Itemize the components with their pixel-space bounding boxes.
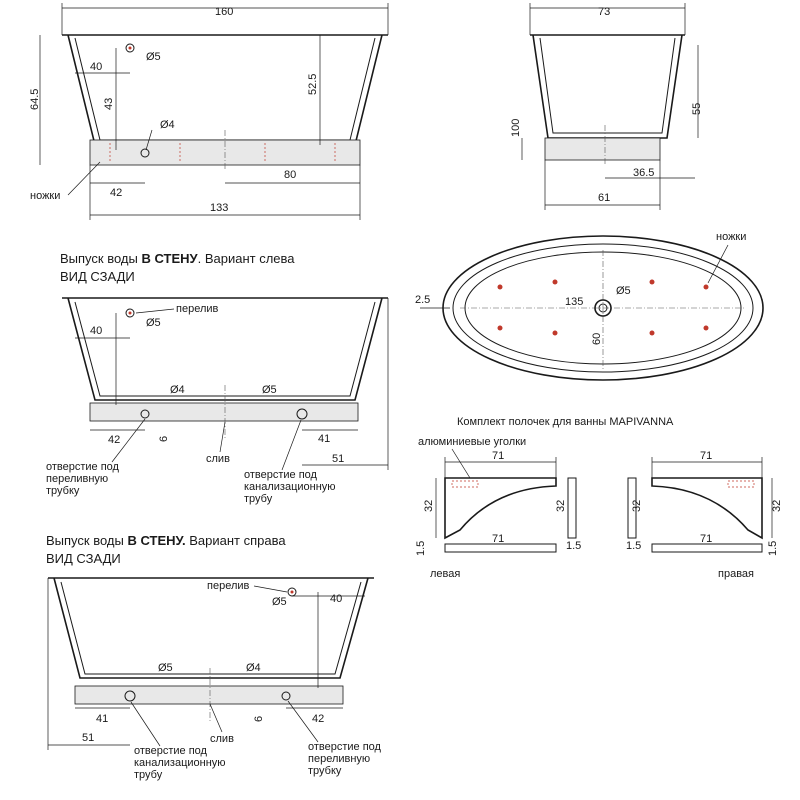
shelf-right-dim-thick-left: 1.5 <box>626 540 642 552</box>
left-label-sewer-pipe: отверстие под канализационную трубу <box>244 469 336 505</box>
left-subheading: ВИД СЗАДИ <box>60 269 135 284</box>
front-dim-height: 64.5 <box>29 88 41 110</box>
front-dim-total-width: 160 <box>215 6 234 18</box>
top-dim-drain-diam: Ø5 <box>616 285 631 297</box>
shelf-left-side <box>568 478 576 538</box>
side-dim-bottom-width: 61 <box>598 192 611 204</box>
shelf-left-dim-thick-right: 1.5 <box>566 540 582 552</box>
shelf-left-dim-side-height: 32 <box>555 499 567 512</box>
top-dim-width: 60 <box>591 332 603 345</box>
front-dim-inner-height: 52.5 <box>307 73 319 95</box>
left-dim-41: 41 <box>318 433 331 445</box>
left-dim-overflow-offset: 40 <box>90 325 103 337</box>
right-tub-base <box>75 686 343 704</box>
side-dim-inner-height: 55 <box>691 102 703 115</box>
shelf-left-dim-height: 32 <box>423 499 435 512</box>
front-dim-hole-height: 43 <box>103 97 115 110</box>
top-label-legs: ножки <box>716 231 747 243</box>
left-dim-d4: Ø4 <box>170 384 185 396</box>
front-tub-outline <box>62 35 388 145</box>
shelf-right-dim-top: 71 <box>700 450 713 462</box>
right-dim-6: 6 <box>253 715 265 722</box>
right-dim-d5: Ø5 <box>158 662 173 674</box>
side-dim-top-width: 73 <box>598 6 611 18</box>
side-tub-base <box>545 138 660 160</box>
right-tub-outline <box>48 578 374 678</box>
left-dim-51: 51 <box>332 453 345 465</box>
left-dim-42: 42 <box>108 434 121 446</box>
shelf-left-bottom <box>445 544 556 552</box>
front-dim-hole-offset: 40 <box>90 61 103 73</box>
shelf-right <box>626 450 783 580</box>
shelf-right-dim-bottom: 71 <box>700 533 713 545</box>
side-dim-base: 100 <box>510 118 522 137</box>
shelf-left <box>415 436 581 580</box>
top-dim-rim: 2.5 <box>415 294 431 306</box>
shelf-kit-title: Комплект полочек для ванны MAPIVANNA <box>457 416 674 428</box>
shelf-left-dim-thick-left: 1.5 <box>415 540 427 556</box>
shelf-kit <box>415 416 783 580</box>
right-label-overflow-pipe: отверстие под переливную трубку <box>308 741 381 777</box>
right-label-drain: слив <box>210 733 234 745</box>
shelf-label-corners: алюминиевые уголки <box>418 436 527 448</box>
left-dim-6: 6 <box>158 435 170 442</box>
front-view <box>29 3 388 220</box>
shelf-right-label: правая <box>718 568 754 580</box>
front-dim-drain-diam: Ø4 <box>160 119 175 131</box>
side-tub-outline <box>530 35 685 138</box>
right-label-sewer-pipe: отверстие под канализационную трубу <box>134 745 226 781</box>
right-subheading: ВИД СЗАДИ <box>46 551 121 566</box>
right-dim-41: 41 <box>96 713 109 725</box>
left-dim-d5: Ø5 <box>262 384 277 396</box>
right-dim-42: 42 <box>312 713 325 725</box>
right-dim-d4: Ø4 <box>246 662 261 674</box>
right-dim-51: 51 <box>82 732 95 744</box>
top-view <box>415 231 763 380</box>
shelf-right-dim-height: 32 <box>771 499 783 512</box>
shelf-left-label: левая <box>430 568 461 580</box>
left-tub-outline <box>62 298 388 400</box>
shelf-right-bottom <box>652 544 762 552</box>
shelf-left-dim-top: 71 <box>492 450 505 462</box>
left-dim-overflow-diam: Ø5 <box>146 317 161 329</box>
left-variant <box>46 251 388 505</box>
side-dim-center: 36.5 <box>633 167 655 179</box>
left-tub-base <box>90 403 358 421</box>
shelf-right-dim-side-height: 32 <box>631 499 643 512</box>
top-dim-length: 135 <box>565 296 584 308</box>
right-dim-overflow-diam: Ø5 <box>272 596 287 608</box>
shelf-right-dim-thick-right: 1.5 <box>767 540 779 556</box>
right-variant <box>46 533 384 781</box>
front-label-legs: ножки <box>30 190 61 202</box>
side-view <box>510 3 703 210</box>
shelf-left-dim-bottom: 71 <box>492 533 505 545</box>
right-dim-overflow-offset: 40 <box>330 593 343 605</box>
left-label-overflow: перелив <box>176 303 219 315</box>
right-heading: Выпуск воды В СТЕНУ. Вариант справа <box>46 533 286 548</box>
left-label-drain: слив <box>206 453 230 465</box>
front-dim-drain-offset: 42 <box>110 187 123 199</box>
front-dim-right-part: 80 <box>284 169 297 181</box>
front-dim-hole-diam: Ø5 <box>146 51 161 63</box>
front-dim-bottom-width: 133 <box>210 202 229 214</box>
left-heading: Выпуск воды В СТЕНУ. Вариант слева <box>60 251 295 266</box>
left-label-overflow-pipe: отверстие под переливную трубку <box>46 461 119 497</box>
right-label-overflow: перелив <box>207 580 250 592</box>
